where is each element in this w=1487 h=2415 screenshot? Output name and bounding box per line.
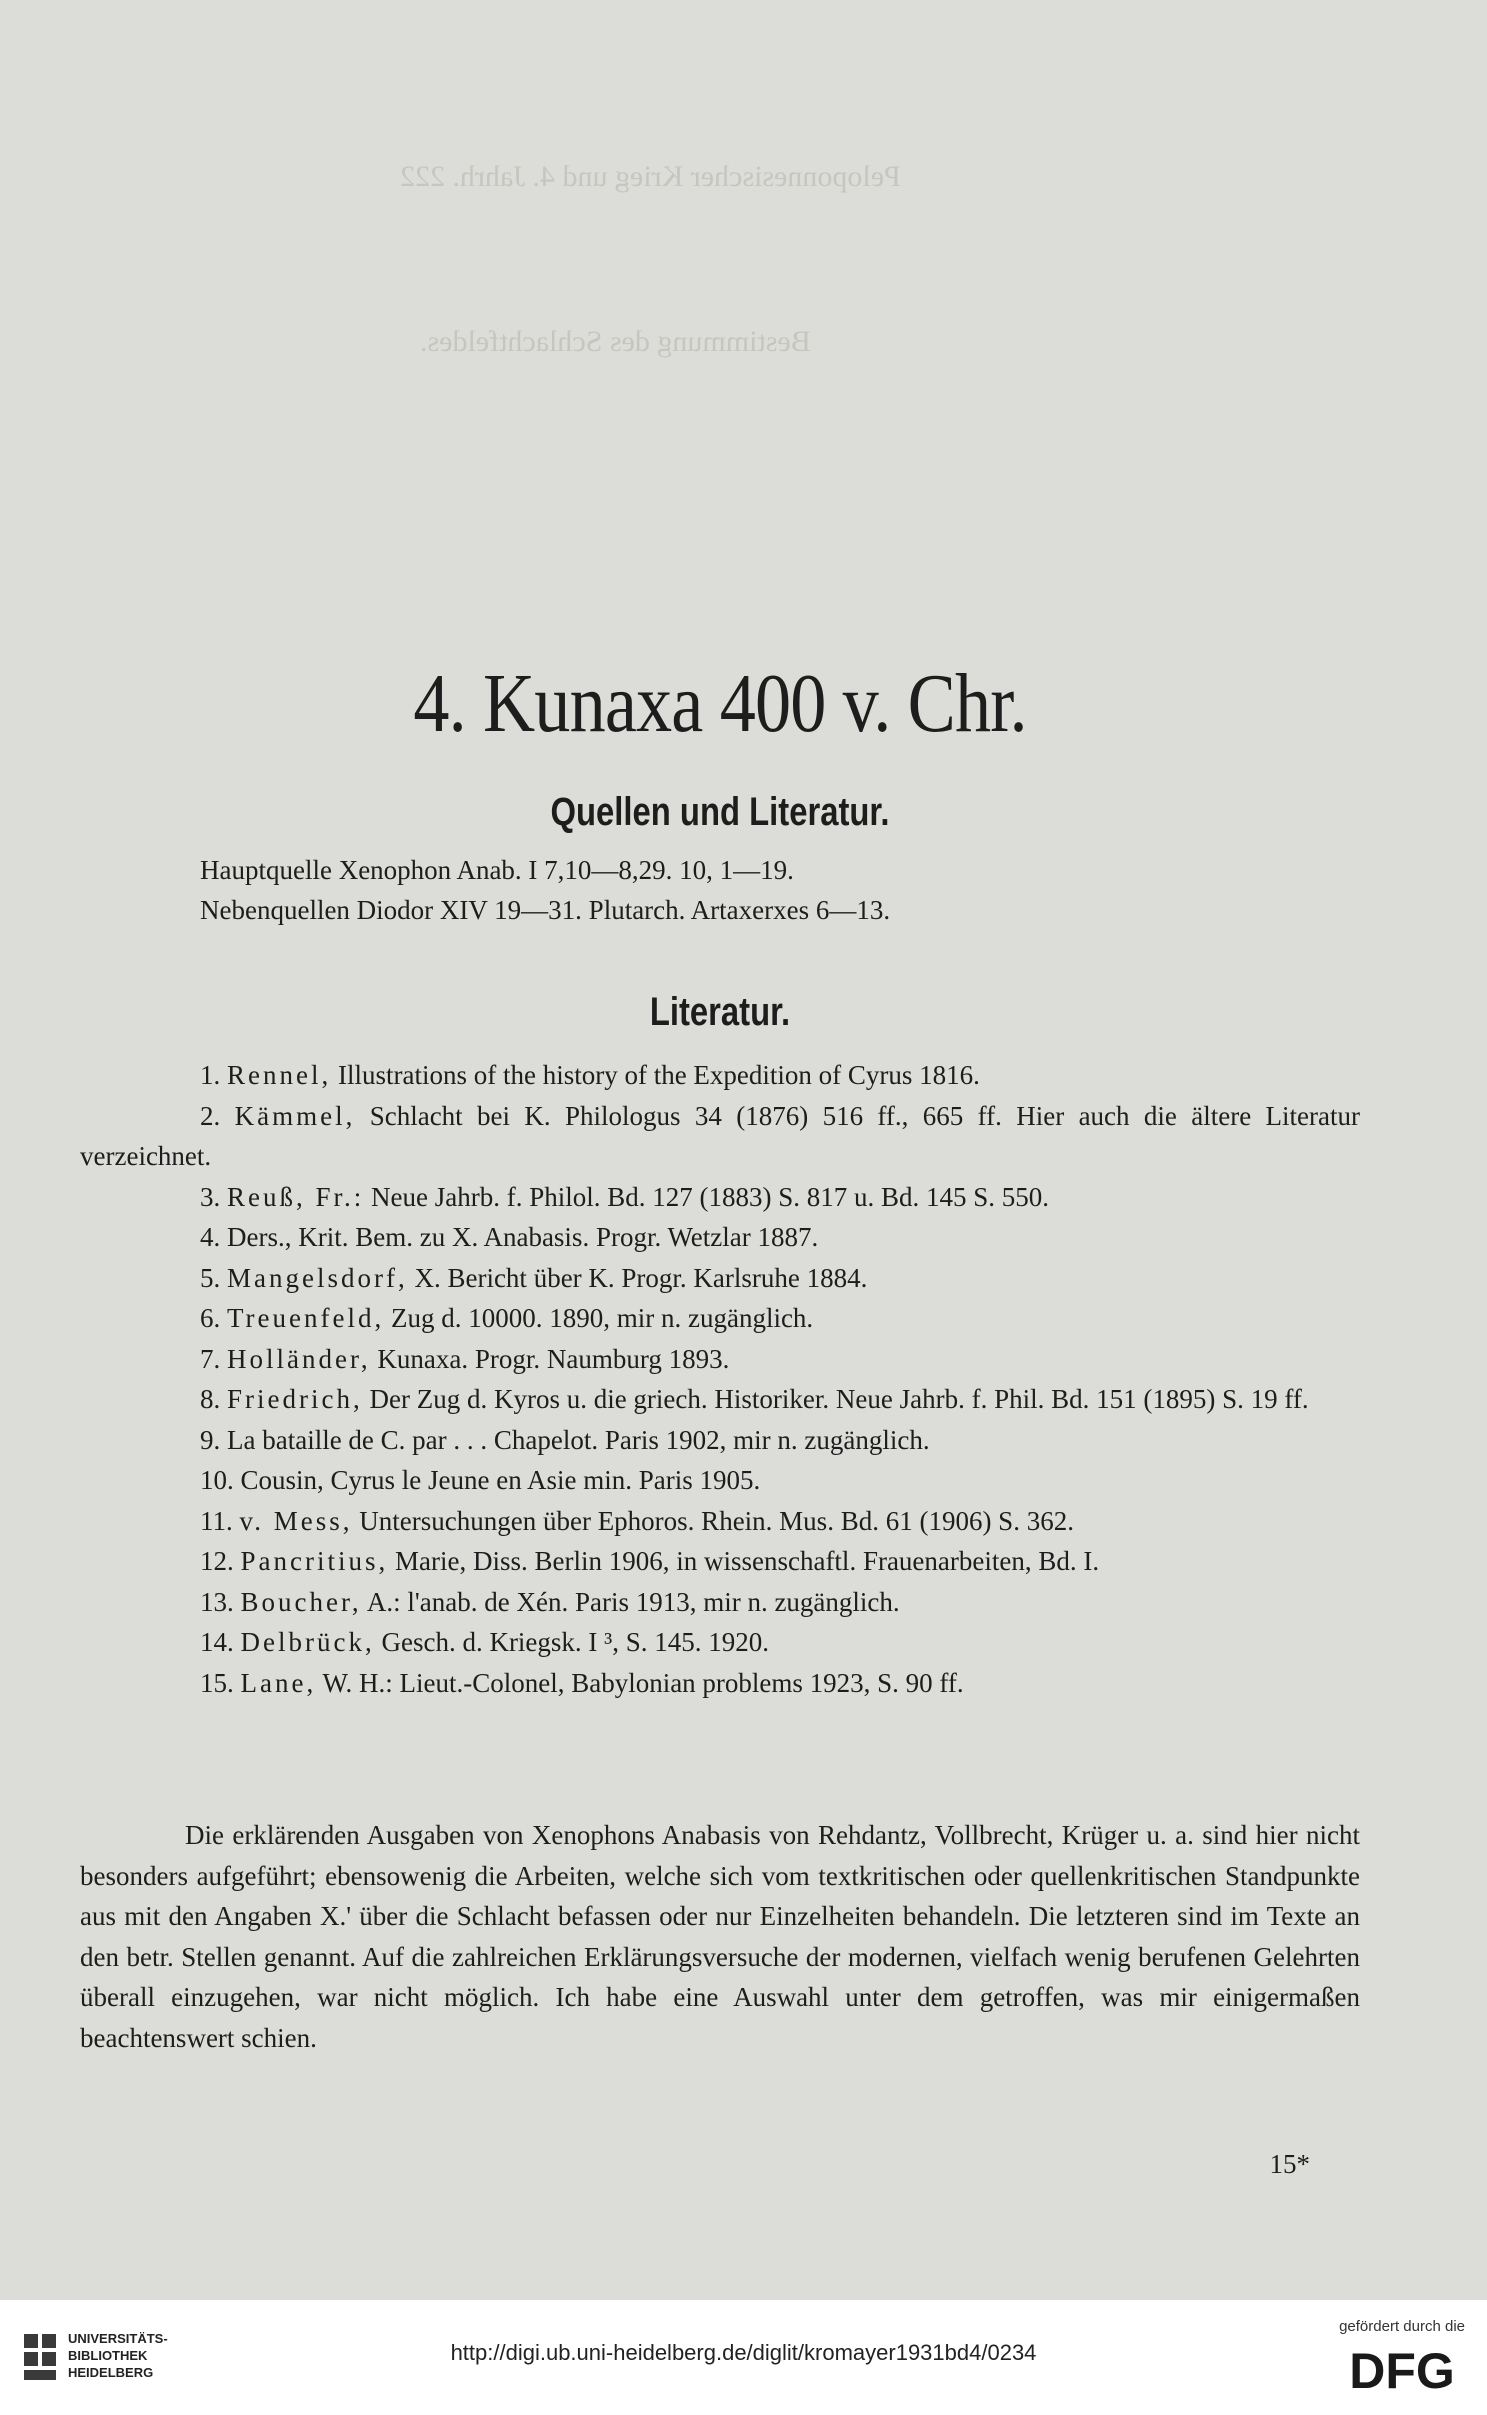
literature-item-author: Mangelsdorf,: [227, 1262, 408, 1293]
literature-item-author: Delbrück,: [240, 1627, 375, 1657]
page-body: [80, 150, 1360, 2290]
literature-item-text: Ders., Krit. Bem. zu X. Anabasis. Progr. Wetzlar 1887.: [227, 1222, 819, 1252]
literature-item-number: 11.: [200, 1505, 233, 1536]
literature-item-author: Rennel,: [227, 1060, 332, 1090]
chapter-heading: 4. Kunaxa 400 v. Chr.: [413, 657, 1027, 750]
library-name-line: HEIDELBERG: [68, 2365, 154, 2380]
literature-item: [80, 1541, 1360, 1582]
literature-item-author: Kämmel,: [234, 1100, 356, 1131]
literature-item-number: 2.: [200, 1100, 221, 1131]
literature-item: [80, 1622, 1360, 1663]
literature-item: [80, 1339, 1360, 1380]
literature-item: [80, 1258, 1360, 1299]
literature-item-number: 9.: [200, 1424, 221, 1455]
literature-item-number: 15.: [200, 1667, 234, 1698]
page-number: 15*: [1269, 2149, 1310, 2179]
sources-title: Quellen und Literatur.: [550, 790, 890, 834]
literature-item-text: La bataille de C. par . . . Chapelot. Paris 1902, mir n. zugänglich.: [227, 1424, 930, 1455]
literature-item-text: Gesch. d. Kriegsk. I ³, S. 145. 1920.: [374, 1627, 770, 1657]
literature-item: [80, 1582, 1360, 1623]
literature-item-number: 13.: [200, 1586, 234, 1617]
literature-item-number: 6.: [200, 1303, 221, 1333]
literature-item-text: Illustrations of the history of the Expedition of Cyrus 1816.: [331, 1060, 980, 1090]
literature-item-author: Holländer,: [227, 1343, 371, 1374]
literature-item: [80, 1420, 1360, 1461]
main-source-line: Hauptquelle Xenophon Anab. I 7,10—8,29. 10, 1—19.: [200, 855, 794, 885]
bleed-through-subheading: Bestimmung des Schlachtfeldes.: [420, 325, 811, 358]
literature-item-author: v. Mess,: [239, 1505, 353, 1536]
secondary-source-line: Nebenquellen Diodor XIV 19—31. Plutarch. Artaxerxes 6—13.: [200, 895, 891, 925]
literature-item: [80, 1460, 1360, 1501]
literature-item-number: 10.: [200, 1465, 234, 1495]
literature-title: Literatur.: [649, 990, 791, 1034]
literature-item-text: A.: l'anab. de Xén. Paris 1913, mir n. zugänglich.: [361, 1586, 900, 1617]
literature-item-number: 7.: [200, 1343, 221, 1374]
literature-item-author: Friedrich,: [227, 1384, 363, 1414]
dfg-logo-text: DFG: [1349, 2343, 1455, 2394]
literature-item-text: Cousin, Cyrus le Jeune en Asie min. Paris 1905.: [240, 1465, 761, 1495]
literature-item-text: Kunaxa. Progr. Naumburg 1893.: [370, 1343, 730, 1374]
literature-item-author: Pancritius,: [240, 1546, 389, 1576]
literature-item: [80, 1379, 1360, 1420]
notes-paragraph: Die erklärenden Ausgaben von Xenophons Anabasis von Rehdantz, Vollbrecht, Krüger u. a. sind hier nicht besonders aufgeführt; ebensowenig die Arbeiten, welche sich vom textkritischen oder quellenkritischen Standpunkte aus mit den Angaben X.' über die Schlacht befassen oder nur Einzelheiten behandeln. Die letzteren sind im Texte an den betr. Stellen genannt. Auf die zahlreichen Erklärungsversuche der modernen, vielfach wenig berufenen Gelehrten überall einzugehen, war nicht möglich. Ich habe eine Auswahl unter dem getroffen, was mir einigermaßen beachtenswert schien.: [80, 1820, 1360, 2053]
literature-item: [80, 1055, 1360, 1096]
dfg-logo-icon[interactable]: [1339, 2342, 1465, 2394]
literature-item: [80, 1217, 1360, 1258]
literature-item-number: 5.: [200, 1262, 221, 1293]
literature-item-author: Reuß, Fr.:: [227, 1181, 365, 1212]
literature-item-number: 1.: [200, 1060, 221, 1090]
literature-item-author: Lane,: [240, 1667, 317, 1698]
literature-item-text: Der Zug d. Kyros u. die griech. Historiker. Neue Jahrb. f. Phil. Bd. 151 (1895) S. 19 ff.: [362, 1384, 1309, 1414]
library-name-line: UNIVERSITÄTS-: [68, 2331, 168, 2346]
literature-item-text: Untersuchungen über Ephoros. Rhein. Mus. Bd. 61 (1906) S. 362.: [352, 1505, 1074, 1536]
permalink-url[interactable]: http://digi.ub.uni-heidelberg.de/diglit/kromayer1931bd4/0234: [450, 2340, 1037, 2365]
literature-item-text: Zug d. 10000. 1890, mir n. zugänglich.: [384, 1303, 814, 1333]
literature-item-number: 12.: [200, 1546, 234, 1576]
literature-item-text: Neue Jahrb. f. Philol. Bd. 127 (1883) S. 817 u. Bd. 145 S. 550.: [364, 1181, 1050, 1212]
literature-item: [80, 1298, 1360, 1339]
literature-list: [80, 1055, 1360, 1703]
literature-item-text: W. H.: Lieut.-Colonel, Babylonian problems 1923, S. 90 ff.: [316, 1667, 964, 1698]
literature-item-text: Schlacht bei K. Philologus 34 (1876) 516 ff., 665 ff. Hier auch die ältere Literatur verzeichnet.: [80, 1100, 1360, 1171]
literature-item-text: Marie, Diss. Berlin 1906, in wissenschaftl. Frauenarbeiten, Bd. I.: [388, 1546, 1100, 1576]
library-name-line: BIBLIOTHEK: [68, 2348, 148, 2363]
funding-note: gefördert durch die: [1339, 2318, 1465, 2335]
literature-item-number: 14.: [200, 1627, 234, 1657]
bleed-through-header: Peloponnesischer Krieg und 4. Jahrh. 222: [400, 160, 901, 193]
literature-item: [80, 1177, 1360, 1218]
literature-item: [80, 1663, 1360, 1704]
literature-item: [80, 1501, 1360, 1542]
literature-item: [80, 1096, 1360, 1177]
literature-item-author: Boucher,: [240, 1586, 362, 1617]
literature-item-author: Treuenfeld,: [227, 1303, 385, 1333]
literature-item-text: X. Bericht über K. Progr. Karlsruhe 1884.: [407, 1262, 868, 1293]
footer-bar: [0, 2300, 1487, 2415]
literature-item-number: 3.: [200, 1181, 221, 1212]
literature-item-number: 8.: [200, 1384, 221, 1414]
literature-item-number: 4.: [200, 1222, 221, 1252]
